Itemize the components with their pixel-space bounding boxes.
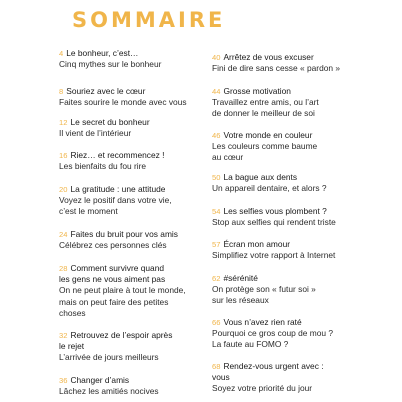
- toc-heading-text: Souriez avec le cœur: [66, 86, 146, 96]
- toc-entry: [59, 184, 231, 218]
- toc-heading-line: [59, 330, 231, 341]
- toc-entry-subtitle: [212, 183, 384, 194]
- toc-heading-line: [212, 52, 384, 63]
- toc-subtitle-line: Lâchez les amitiés nocives: [59, 386, 159, 397]
- toc-page-number: 68: [212, 362, 221, 371]
- toc-heading-text: Le secret du bonheur: [70, 117, 150, 127]
- toc-heading-text: Arrêtez de vous excuser: [223, 52, 314, 62]
- toc-entry-subtitle: [59, 97, 231, 108]
- toc-page-number: 16: [59, 151, 68, 160]
- toc-subtitle-line: choses: [59, 307, 86, 318]
- toc-entry-heading: [212, 206, 384, 217]
- toc-entry-subtitle: [212, 97, 384, 119]
- toc-page-number: 57: [212, 240, 221, 249]
- toc-heading-text: les gens ne vous aiment pas: [59, 274, 166, 285]
- toc-page-number: 62: [212, 274, 221, 283]
- toc-entry-subtitle: [59, 352, 231, 363]
- toc-heading-text: Retrouvez de l’espoir après: [70, 330, 173, 340]
- toc-heading-text: Grosse motivation: [223, 86, 291, 96]
- toc-subtitle-line: Faites sourire le monde avec vous: [59, 97, 187, 108]
- toc-heading-line: [59, 184, 231, 195]
- toc-entry-heading: [212, 52, 384, 63]
- toc-subtitle-line: au cœur: [212, 152, 244, 163]
- toc-heading-text: Écran mon amour: [223, 239, 291, 249]
- toc-entry-subtitle: [59, 285, 231, 319]
- toc-entry-heading: [212, 317, 384, 328]
- toc-page-number: 28: [59, 264, 68, 273]
- toc-subtitle-line: Les couleurs comme baume: [212, 141, 318, 152]
- toc-entry-heading: [212, 361, 384, 383]
- toc-entry-heading: [212, 172, 384, 183]
- toc-entry: [59, 48, 231, 70]
- toc-heading-text: vous: [212, 372, 230, 383]
- toc-entry: [212, 239, 384, 261]
- toc-entry-subtitle: [212, 383, 384, 394]
- toc-subtitle-line: Simplifiez votre rapport à Internet: [212, 250, 336, 261]
- toc-entry-subtitle: [212, 284, 384, 306]
- toc-heading-text: Votre monde en couleur: [223, 130, 313, 140]
- toc-entry-subtitle: [59, 59, 231, 70]
- toc-entry-heading: [59, 229, 231, 240]
- toc-page-number: 24: [59, 230, 68, 239]
- toc-page-number: 40: [212, 53, 221, 62]
- toc-subtitle-line: Pourquoi ce gros coup de mou ?: [212, 328, 334, 339]
- toc-page-number: 12: [59, 118, 68, 127]
- toc-heading-text: Le bonheur, c’est…: [66, 48, 139, 58]
- toc-page-number: 44: [212, 87, 221, 96]
- toc-heading-line: [212, 361, 384, 372]
- toc-heading-line: [59, 150, 231, 161]
- toc-heading-text: Vous n’avez rien raté: [223, 317, 302, 327]
- toc-entry-subtitle: [212, 63, 384, 74]
- toc-heading-text: Changer d’amis: [70, 375, 130, 385]
- toc-heading-line: [212, 239, 384, 250]
- toc-subtitle-line: Il vient de l’intérieur: [59, 128, 132, 139]
- toc-heading-line: [59, 86, 231, 97]
- toc-heading-text: Comment survivre quand: [70, 263, 165, 273]
- toc-entry-subtitle: [59, 161, 231, 172]
- toc-entry-heading: [59, 375, 231, 386]
- toc-entry-subtitle: [59, 386, 231, 397]
- toc-page-number: 46: [212, 131, 221, 140]
- toc-entry-subtitle: [212, 328, 384, 350]
- toc-heading-line: [59, 341, 231, 352]
- toc-heading-line: [212, 317, 384, 328]
- toc-heading-line: [212, 172, 384, 183]
- toc-entry-heading: [59, 330, 231, 352]
- toc-entry: [212, 172, 384, 194]
- page-title: SOMMAIRE: [72, 8, 226, 32]
- toc-subtitle-line: c’est le moment: [59, 206, 118, 217]
- toc-subtitle-line: sur les réseaux: [212, 295, 269, 306]
- toc-page-number: 32: [59, 331, 68, 340]
- toc-entry-heading: [59, 184, 231, 195]
- toc-page-number: 20: [59, 185, 68, 194]
- toc-entry-heading: [59, 117, 231, 128]
- toc-entry: [212, 206, 384, 228]
- toc-entry-heading: [212, 273, 384, 284]
- toc-entry-heading: [59, 86, 231, 97]
- toc-subtitle-line: On protège son « futur soi »: [212, 284, 316, 295]
- toc-subtitle-line: Les bienfaits du fou rire: [59, 161, 147, 172]
- toc-entry: [212, 317, 384, 351]
- toc-entry-heading: [59, 48, 231, 59]
- toc-subtitle-line: de donner le meilleur de soi: [212, 108, 315, 119]
- toc-heading-line: [212, 206, 384, 217]
- toc-page-number: 54: [212, 207, 221, 216]
- toc-subtitle-line: Un appareil dentaire, et alors ?: [212, 183, 327, 194]
- toc-entry: [212, 86, 384, 120]
- toc-subtitle-line: La faute au FOMO ?: [212, 339, 289, 350]
- toc-entry-heading: [59, 263, 231, 285]
- toc-subtitle-line: Célébrez ces personnes clés: [59, 240, 167, 251]
- toc-entry: [59, 375, 231, 397]
- toc-entry: [59, 117, 231, 139]
- toc-subtitle-line: Fini de dire sans cesse « pardon »: [212, 63, 341, 74]
- toc-heading-line: [59, 274, 231, 285]
- toc-subtitle-line: Cinq mythes sur le bonheur: [59, 59, 162, 70]
- toc-page-number: 4: [59, 49, 64, 58]
- toc-page-number: 8: [59, 87, 64, 96]
- toc-heading-line: [59, 263, 231, 274]
- toc-entry: [59, 229, 231, 251]
- toc-entry: [59, 86, 231, 108]
- toc-page-number: 36: [59, 376, 68, 385]
- toc-entry: [59, 330, 231, 364]
- toc-subtitle-line: mais on peut faire des petites: [59, 296, 169, 307]
- toc-heading-text: #sérénité: [223, 273, 258, 283]
- toc-entry-heading: [212, 130, 384, 141]
- toc-heading-line: [59, 229, 231, 240]
- toc-subtitle-line: L’arrivée de jours meilleurs: [59, 352, 159, 363]
- toc-heading-line: [212, 86, 384, 97]
- toc-heading-text: le rejet: [59, 341, 85, 352]
- toc-entry: [212, 361, 384, 395]
- toc-heading-text: La gratitude : une attitude: [70, 184, 166, 194]
- toc-entry-subtitle: [212, 141, 384, 163]
- toc-page-number: 66: [212, 318, 221, 327]
- toc-subtitle-line: Soyez votre priorité du jour: [212, 383, 313, 394]
- toc-heading-text: Faites du bruit pour vos amis: [70, 229, 178, 239]
- toc-subtitle-line: Travaillez entre amis, ou l’art: [212, 97, 319, 108]
- toc-subtitle-line: Stop aux selfies qui rendent triste: [212, 217, 336, 228]
- toc-heading-line: [59, 375, 231, 386]
- toc-entry-subtitle: [212, 217, 384, 228]
- toc-entry: [212, 52, 384, 74]
- toc-heading-text: La bague aux dents: [223, 172, 298, 182]
- toc-heading-line: [59, 117, 231, 128]
- toc-heading-text: Riez… et recommencez !: [70, 150, 165, 160]
- toc-subtitle-line: Voyez le positif dans votre vie,: [59, 195, 172, 206]
- toc-page-number: 50: [212, 173, 221, 182]
- toc-heading-line: [212, 130, 384, 141]
- toc-heading-text: Les selfies vous plombent ?: [223, 206, 327, 216]
- toc-entry-heading: [212, 86, 384, 97]
- toc-entry-heading: [212, 239, 384, 250]
- toc-entry: [59, 150, 231, 172]
- toc-entry: [212, 273, 384, 307]
- toc-entry: [212, 130, 384, 164]
- toc-entry-heading: [59, 150, 231, 161]
- toc-heading-line: [212, 372, 384, 383]
- toc-heading-text: Rendez-vous urgent avec :: [223, 361, 324, 371]
- toc-heading-line: [59, 48, 231, 59]
- toc-subtitle-line: On ne peut plaire à tout le monde,: [59, 285, 186, 296]
- toc-entry-subtitle: [59, 195, 231, 217]
- toc-entry-subtitle: [212, 250, 384, 261]
- toc-heading-line: [212, 273, 384, 284]
- toc-entry: [59, 263, 231, 319]
- toc-entry-subtitle: [59, 240, 231, 251]
- toc-entry-subtitle: [59, 128, 231, 139]
